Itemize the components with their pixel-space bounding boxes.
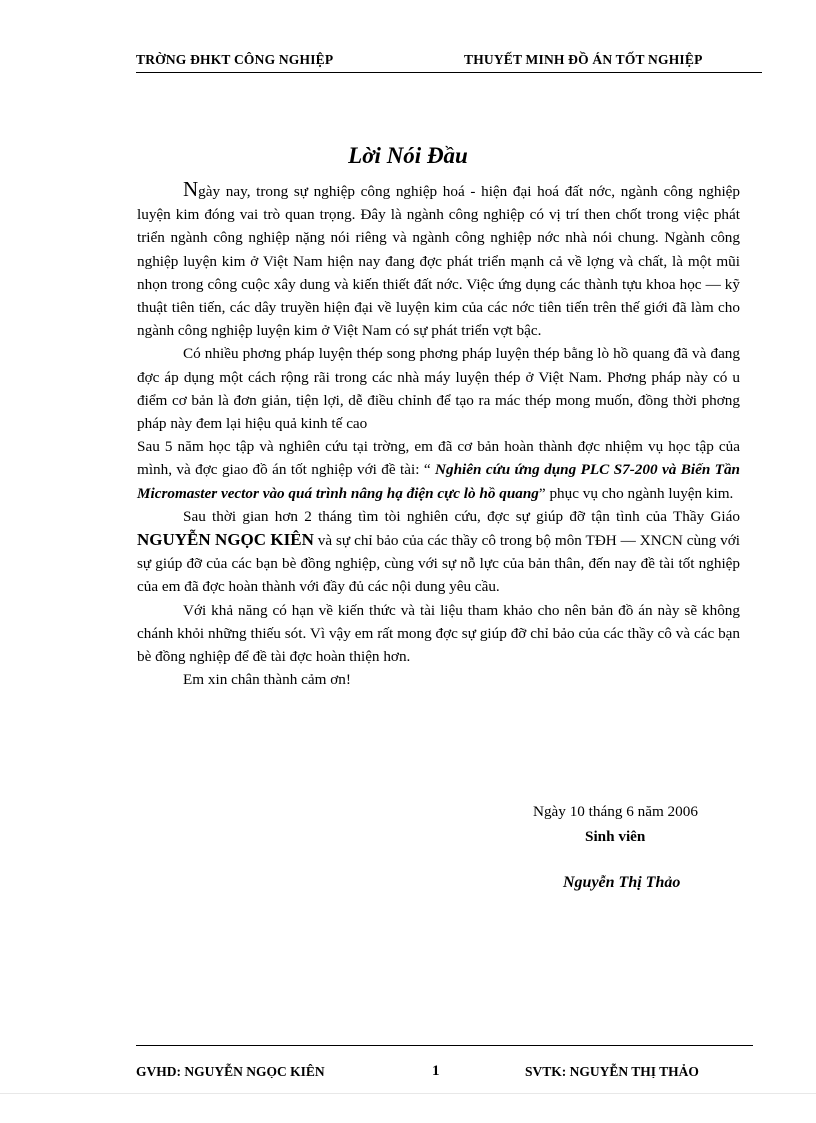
page-edge-divider [0, 1093, 816, 1094]
header-school: TRỜNG ĐHKT CÔNG NGHIỆP [136, 52, 334, 67]
header-document-title: THUYẾT MINH ĐỒ ÁN TỐT NGHIỆP [464, 52, 703, 67]
paragraph-1 [137, 178, 740, 342]
thesis-topic: Nghiên cứu ứng dụng PLC S7-200 và Biến Tần Micromaster vector vào quá trình nâng hạ điện cực lò hồ quang [137, 461, 740, 502]
page-title: Lời Nói Đầu [348, 143, 468, 168]
paragraph-initial: N [183, 177, 199, 201]
page-footer [136, 1045, 753, 1078]
document-body [137, 178, 740, 691]
page-header [136, 50, 762, 73]
paragraph-text: Sau 5 năm học tập và nghiên cứu tại trờng, em đã cơ bản hoàn thành đợc nhiệm vụ học tập của mình, và đợc giao đồ án tốt nghiệp với đề tài: “ [137, 438, 740, 479]
footer-student: SVTK: NGUYỄN THỊ THẢO [525, 1064, 699, 1078]
paragraph-text: và sự chỉ bảo của các thầy cô trong bộ môn TĐH — XNCN cùng với sự giúp đỡ của các bạn bè đồng nghiệp, cùng với sự nỗ lực của bản thân, đến nay đề tài tốt nghiệp của em đã đợc hoàn thành với đầy đủ các nội dung yêu cầu. [137, 532, 740, 596]
paragraph-2: Có nhiều phơng pháp luyện thép song phơng pháp luyện thép bằng lò hồ quang đã và đang đợc áp dụng một cách rộng rãi trong các nhà máy luyện thép ở Việt Nam. Phơng pháp này có u điểm cơ bản là đơn giản, tiện lợi, dễ điều chỉnh để tạo ra mác thép mong muốn, đồng thời phơng pháp này đem lại hiệu quả kinh tế cao [137, 345, 740, 433]
paragraph-6: Em xin chân thành cảm ơn! [183, 671, 351, 689]
paragraph-text: ” phục vụ cho ngành luyện kim. [538, 484, 734, 502]
paragraph-5: Với khả năng có hạn về kiến thức và tài liệu tham khảo cho nên bản đồ án này sẽ không chánh khỏi những thiếu sót. Vì vậy em rất mong đợc sự giúp đỡ chỉ bảo của các thầy cô và các bạn bè đồng nghiệp để đề tài đợc hoàn thiện hơn. [137, 601, 740, 666]
paragraph-4 [137, 505, 740, 599]
paragraph-3 [137, 435, 740, 505]
signature-role: Sinh viên [585, 828, 646, 845]
paragraph-text: gày nay, trong sự nghiệp công nghiệp hoá - hiện đại hoá đất nớc, ngành công nghiệp luyện kim đóng vai trò quan trọng. Đây là ngành công nghiệp có vị trí then chốt trong việc phát triển ngành công nghiệp nặng nói riêng và ngành công nghiệp nớc nhà nói chung. Ngành công nghiệp luyện kim ở Việt Nam hiện nay đang đợc phát triển mạnh cả về lợng và chất, là một mũi nhọn trong công cuộc xây dung và kiến thiết đất nớc. Việc ứng dụng các thành tựu khoa học — kỹ thuật tiên tiến, các dây truyền hiện đại về luyện kim của các nớc tiên tiến trên thế giới đã làm cho ngành công nghiệp luyện kim ở Việt Nam có sự phát triển vợt bậc. [137, 183, 740, 340]
signature-name: Nguyễn Thị Thảo [563, 874, 681, 891]
signature-date: Ngày 10 tháng 6 năm 2006 [533, 803, 698, 820]
teacher-name: NGUYỄN NGỌC KIÊN [137, 530, 314, 550]
paragraph-text: Sau thời gian hơn 2 tháng tìm tòi nghiên cứu, đợc sự giúp đỡ tận tình của Thầy Giáo [183, 507, 740, 525]
footer-supervisor: GVHD: NGUYỄN NGỌC KIÊN [136, 1064, 325, 1078]
page-number: 1 [432, 1063, 440, 1078]
